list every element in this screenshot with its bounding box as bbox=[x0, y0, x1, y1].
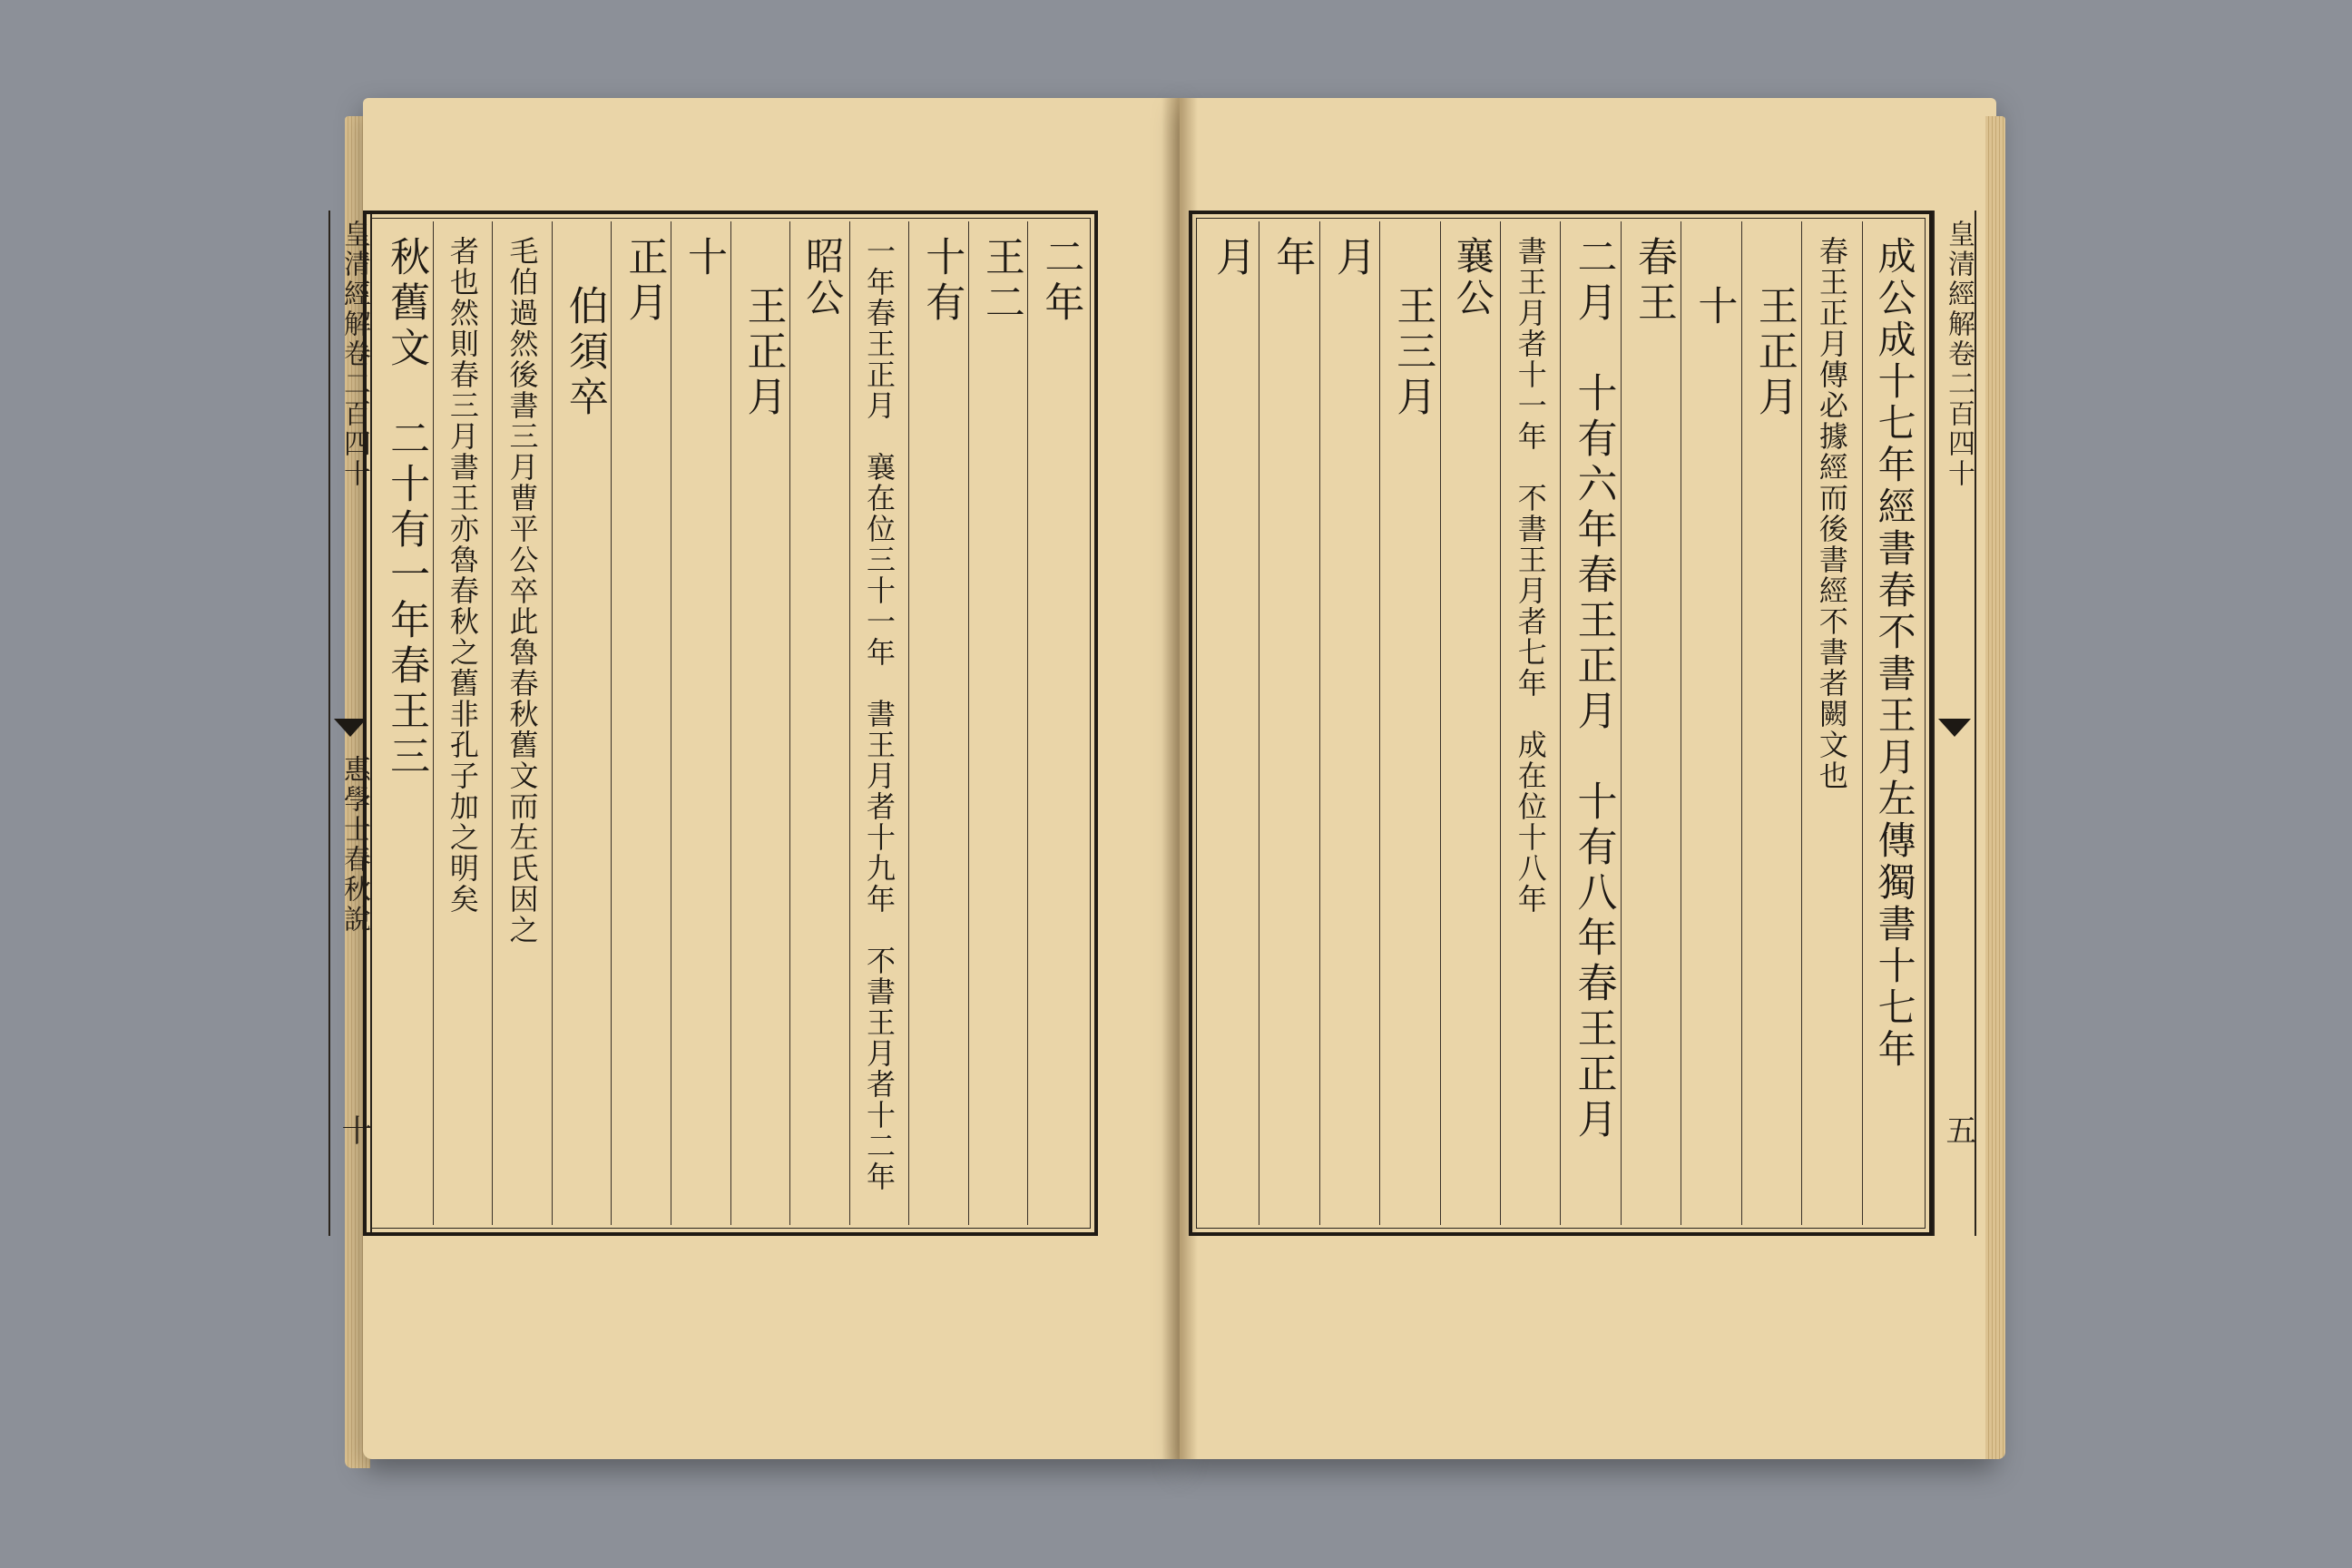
text-column bbox=[492, 221, 552, 1225]
column-text: 成公成十七年經書春不書王月左傳獨書十七年 bbox=[1872, 236, 1917, 1071]
text-column bbox=[1801, 221, 1861, 1225]
column-text: 毛伯過然後書三月曹平公卒此魯春秋舊文而左氏因之 bbox=[505, 236, 540, 946]
text-column bbox=[908, 221, 968, 1225]
left-banxin-subtitle: 惠學士春秋說 bbox=[338, 755, 370, 935]
column-text: 王三月 bbox=[1389, 285, 1436, 421]
text-column bbox=[1027, 221, 1087, 1225]
text-column bbox=[1681, 221, 1740, 1225]
left-page-number: 十 bbox=[336, 1114, 372, 1145]
right-text-block bbox=[1189, 211, 1933, 1236]
text-column bbox=[1741, 221, 1801, 1225]
text-column bbox=[730, 221, 790, 1225]
text-column bbox=[1200, 221, 1259, 1225]
fish-tail-mark bbox=[1938, 719, 1971, 737]
column-text: 昭公 bbox=[800, 236, 846, 319]
column-text: 春王 bbox=[1630, 236, 1677, 327]
text-column bbox=[968, 221, 1028, 1225]
text-column bbox=[1319, 221, 1379, 1225]
column-text: 秋舊文 二十有一年春王三 bbox=[383, 236, 430, 780]
column-text: 二月 十有六年春王正月 十有八年春王正月 bbox=[1570, 236, 1617, 1143]
text-column bbox=[433, 221, 493, 1225]
text-column bbox=[374, 221, 433, 1225]
text-column bbox=[1379, 221, 1439, 1225]
right-banxin-title: 皇清經解卷二百四十 bbox=[1943, 220, 1975, 489]
column-text: 書王月者十一年 不書王月者七年 成在位十八年 bbox=[1513, 236, 1548, 915]
right-page-number: 五 bbox=[1940, 1114, 1976, 1145]
text-column bbox=[1259, 221, 1318, 1225]
text-column bbox=[789, 221, 849, 1225]
column-text: 年 bbox=[1269, 236, 1316, 281]
right-page-banxin bbox=[1933, 211, 1976, 1236]
page-stack-right bbox=[1985, 116, 2005, 1459]
text-column bbox=[671, 221, 730, 1225]
text-column bbox=[1560, 221, 1620, 1225]
column-text: 十 bbox=[680, 236, 727, 281]
column-text: 二年 bbox=[1037, 236, 1084, 327]
column-text: 月 bbox=[1208, 236, 1255, 281]
column-text: 者也然則春三月書王亦魯春秋之舊非孔子加之明矣 bbox=[445, 236, 480, 915]
column-text: 月 bbox=[1328, 236, 1376, 281]
column-text: 十 bbox=[1690, 285, 1738, 330]
left-banxin-title: 皇清經解卷二百四十 bbox=[338, 220, 370, 489]
left-text-block bbox=[363, 211, 1098, 1236]
column-text: 王正月 bbox=[1750, 285, 1798, 421]
column-text: 一年春王正月 襄在位三十一年 書王月者十九年 不書王月者十二年 bbox=[861, 236, 897, 1192]
column-text: 伯須卒 bbox=[561, 285, 608, 421]
right-columns bbox=[1200, 221, 1922, 1225]
column-text: 正月 bbox=[621, 236, 668, 327]
text-column bbox=[1500, 221, 1560, 1225]
text-column bbox=[611, 221, 671, 1225]
text-column bbox=[1862, 221, 1922, 1225]
column-text: 王正月 bbox=[740, 285, 787, 421]
column-text: 春王正月傳必據經而後書經不書者闕文也 bbox=[1814, 236, 1849, 791]
text-column bbox=[552, 221, 612, 1225]
column-text: 十有 bbox=[918, 236, 965, 327]
left-columns bbox=[374, 221, 1087, 1225]
column-text: 襄公 bbox=[1450, 236, 1495, 319]
text-column bbox=[849, 221, 909, 1225]
fish-tail-mark bbox=[334, 719, 367, 737]
text-column bbox=[1621, 221, 1681, 1225]
column-text: 王二 bbox=[977, 236, 1024, 327]
text-column bbox=[1440, 221, 1500, 1225]
